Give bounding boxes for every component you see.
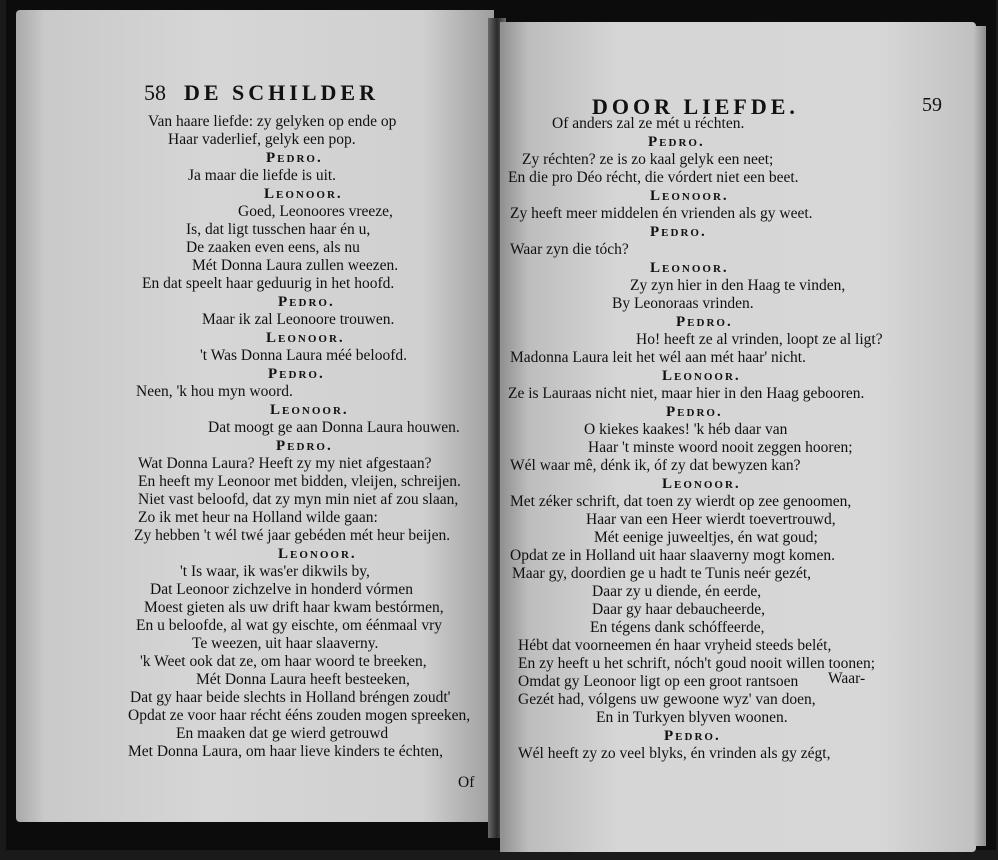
verse-line: Zo ik met heur na Holland wilde gaan:: [138, 509, 378, 526]
verse-line: Maar ik zal Leonoore trouwen.: [202, 311, 395, 328]
verse-line: De zaaken even eens, als nu: [186, 239, 360, 256]
verse-line: 't Is waar, ik was'er dikwils by,: [180, 563, 370, 580]
verse-line: Maar gy, doordien ge u hadt te Tunis neér gezét,: [512, 565, 812, 582]
right-running-title: DOOR LIEFDE.: [592, 94, 799, 119]
verse-line: Daar gy haar debaucheerde,: [592, 601, 765, 618]
verse-line: Dat moogt ge aan Donna Laura houwen.: [208, 419, 460, 436]
verse-line: Opdat ze voor haar récht ééns zouden mogen spreeken,: [128, 707, 471, 724]
verse-line: Haar 't minste woord nooit zeggen hooren;: [588, 439, 853, 456]
verse-line: Mét Donna Laura zullen weezen.: [192, 257, 399, 274]
verse-line: Of anders zal ze mét u réchten.: [552, 115, 745, 132]
verse-line: Ho! heeft ze al vrinden, loopt ze al ligt?: [636, 331, 883, 348]
verse-line: En tégens dank schóffeerde,: [590, 619, 765, 636]
speaker-name: Pedro.: [278, 294, 335, 310]
speaker-name: Pedro.: [276, 438, 333, 454]
verse-line: Moest gieten als uw drift haar kwam bestórmen,: [144, 599, 444, 616]
verse-line: En zy heeft u het schrift, nóch't goud nooit willen toonen;: [518, 655, 876, 672]
speaker-name: Leonoor.: [650, 260, 729, 276]
left-running-head: [144, 80, 464, 106]
speaker-name: Leonoor.: [266, 330, 345, 346]
verse-line: 't Was Donna Laura méé beloofd.: [200, 347, 407, 364]
verse-line: En die pro Déo récht, die vórdert niet een beet.: [508, 169, 799, 186]
left-page: [16, 10, 494, 822]
speaker-name: Pedro.: [268, 366, 325, 382]
verse-line: Hébt dat voorneemen én haar vryheid steeds belét,: [518, 637, 832, 654]
left-running-title: DE SCHILDER: [184, 80, 379, 105]
verse-line: Zy zyn hier in den Haag te vinden,: [630, 277, 846, 294]
speaker-name: Leonoor.: [278, 546, 357, 562]
verse-line: Haar vaderlief, gelyk een pop.: [168, 131, 356, 148]
verse-line: O kiekes kaakes! 'k héb daar van: [584, 421, 788, 438]
verse-line: Neen, 'k hou myn woord.: [136, 383, 293, 400]
verse-line: Opdat ze in Holland uit haar slaaverny mogt komen.: [510, 547, 835, 564]
speaker-name: Pedro.: [666, 404, 723, 420]
verse-line: Goed, Leonoores vreeze,: [238, 203, 393, 220]
verse-line: Gezét had, vólgens uw gewoone wyz' van doen,: [518, 691, 816, 708]
verse-line: Wat Donna Laura? Heeft zy my niet afgestaan?: [138, 455, 432, 472]
left-page-number: 58: [144, 80, 166, 105]
right-page: [500, 22, 976, 852]
verse-line: Madonna Laura leit het wél aan mét haar' nicht.: [510, 349, 806, 366]
page-edges: [974, 26, 986, 846]
right-catchword: Waar-: [828, 670, 866, 687]
verse-line: En maaken dat ge wierd getrouwd: [176, 725, 389, 742]
verse-line: Daar zy u diende, én eerde,: [592, 583, 762, 600]
verse-line: En u beloofde, al wat gy eischte, om éénmaal vry: [136, 617, 443, 634]
verse-line: Omdat gy Leonoor ligt op een groot rantsoen: [518, 673, 799, 690]
verse-line: Niet vast beloofd, dat zy myn min niet af zou slaan,: [138, 491, 459, 508]
verse-line: Ze is Lauraas nicht niet, maar hier in den Haag gebooren.: [508, 385, 865, 402]
verse-line: 'k Weet ook dat ze, om haar woord te breeken,: [140, 653, 427, 670]
verse-line: Zy heeft meer middelen én vrienden als gy weet.: [510, 205, 813, 222]
verse-line: Dat Leonoor zichzelve in honderd vórmen: [150, 581, 413, 598]
verse-line: By Leonoraas vrinden.: [612, 295, 754, 312]
verse-line: Wél heeft zy zo veel blyks, én vrinden als gy zégt,: [518, 745, 831, 762]
verse-line: Mét Donna Laura heeft besteeken,: [196, 671, 410, 688]
speaker-name: Pedro.: [650, 224, 707, 240]
verse-line: Wél waar mê, dénk ik, óf zy dat bewyzen kan?: [510, 457, 801, 474]
speaker-name: Leonoor.: [662, 368, 741, 384]
verse-line: Te weezen, uit haar slaaverny.: [192, 635, 379, 652]
speaker-name: Pedro.: [648, 134, 705, 150]
verse-line: En dat speelt haar geduurig in het hoofd.: [142, 275, 395, 292]
verse-line: Zy hebben 't wél twé jaar gebéden mét heur beijen.: [134, 527, 451, 544]
left-catchword: Of: [458, 774, 475, 791]
verse-line: Met Donna Laura, om haar lieve kinders te échten,: [128, 743, 444, 760]
verse-line: En in Turkyen blyven woonen.: [596, 709, 788, 726]
speaker-name: Pedro.: [664, 728, 721, 744]
right-page-number: 59: [922, 94, 942, 116]
verse-line: En heeft my Leonoor met bidden, vleijen, schreijen.: [138, 473, 461, 490]
verse-line: Met zéker schrift, dat toen zy wierdt op zee genoomen,: [510, 493, 852, 510]
speaker-name: Leonoor.: [650, 188, 729, 204]
verse-line: Ja maar die liefde is uit.: [188, 167, 337, 184]
verse-line: Van haare liefde: zy gelyken op ende op: [148, 113, 397, 130]
speaker-name: Pedro.: [676, 314, 733, 330]
verse-line: Zy réchten? ze is zo kaal gelyk een neet;: [522, 151, 774, 168]
verse-line: Haar van een Heer wierdt toevertrouwd,: [586, 511, 836, 528]
speaker-name: Leonoor.: [270, 402, 349, 418]
speaker-name: Leonoor.: [662, 476, 741, 492]
verse-line: Dat gy haar beide slechts in Holland bréngen zoudt': [130, 689, 451, 706]
verse-line: Mét eenige juweeltjes, én wat goud;: [594, 529, 818, 546]
verse-line: Waar zyn die tóch?: [510, 241, 629, 258]
verse-line: Is, dat ligt tusschen haar én u,: [186, 221, 371, 238]
speaker-name: Pedro.: [266, 150, 323, 166]
speaker-name: Leonoor.: [264, 186, 343, 202]
